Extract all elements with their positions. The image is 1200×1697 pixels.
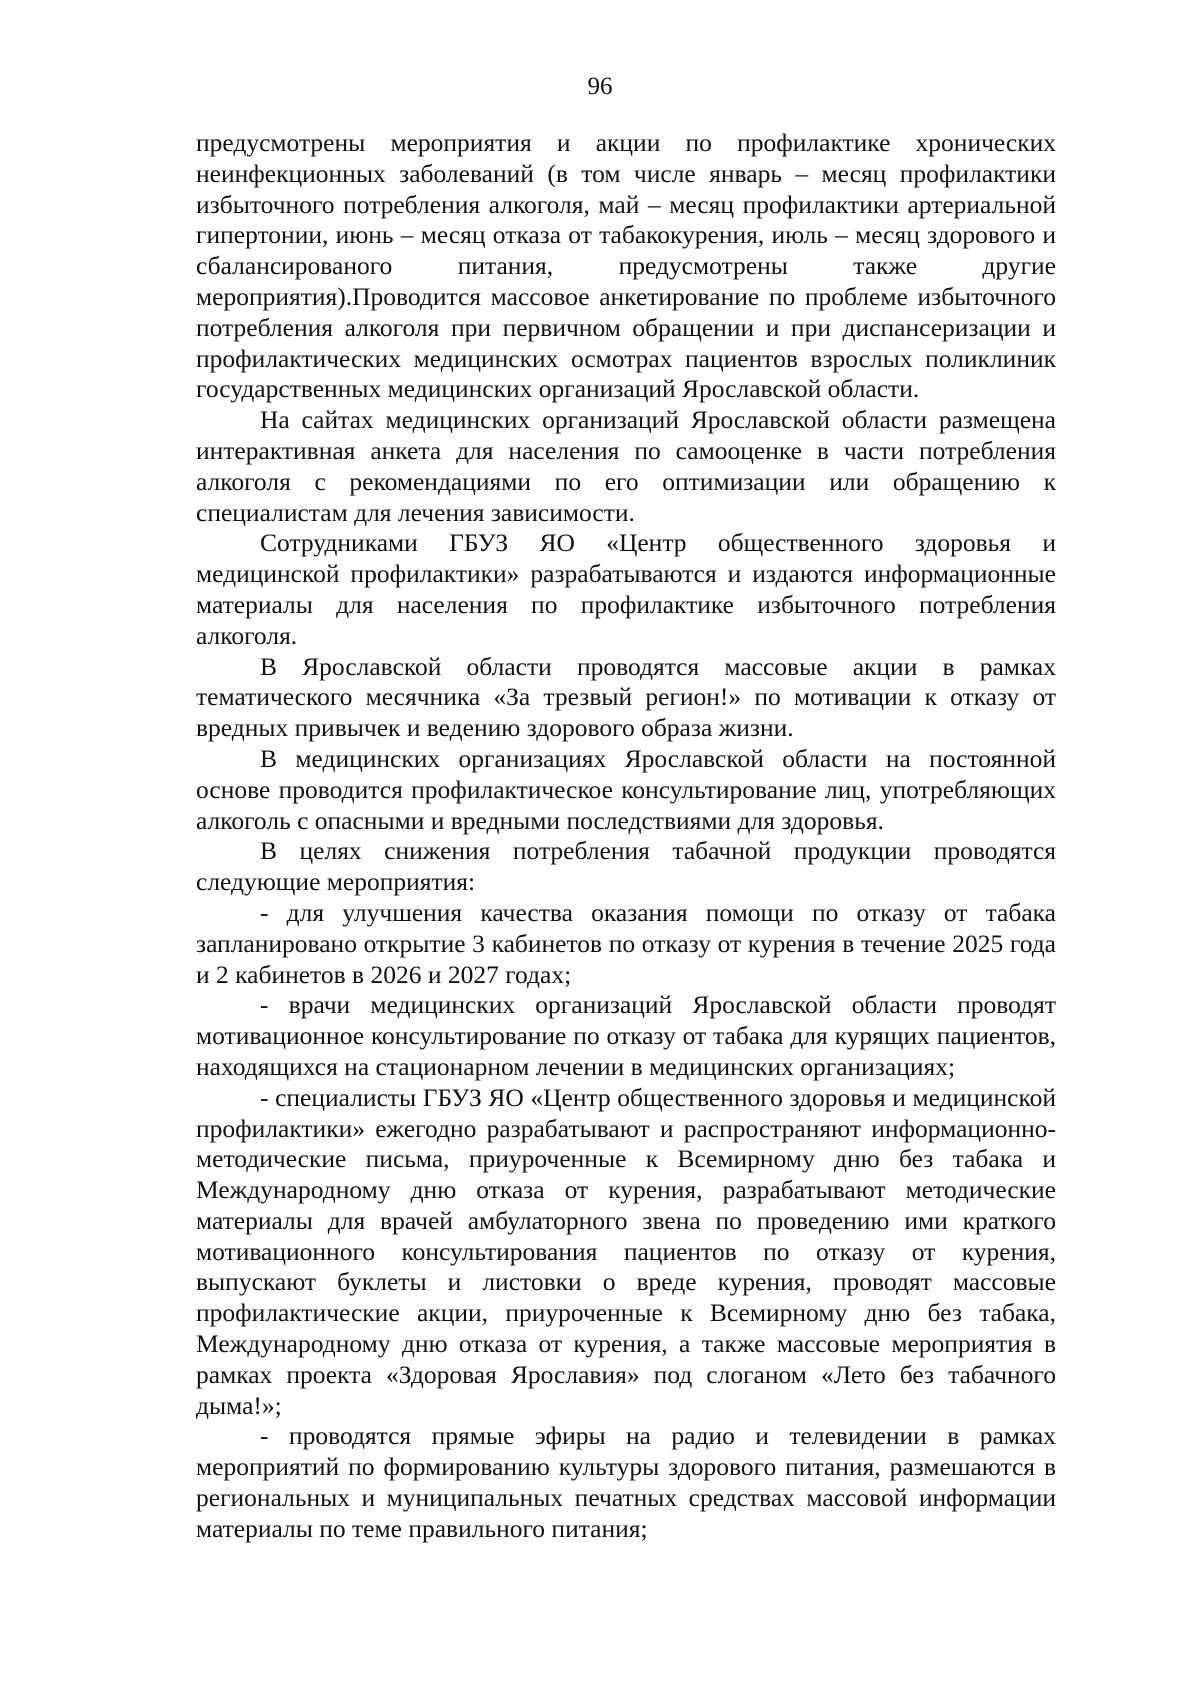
paragraph-sober-region: В Ярославской области проводятся массовые акции в рамках тематического месячника «За трезвый регион!» по мотивации к отказу от вредных привычек и ведению здорового образа жизни. bbox=[196, 651, 1056, 743]
paragraph-preventive-counseling: В медицинских организациях Ярославской области на постоянной основе проводится профилактическое консультирование лиц, употребляющих алкоголь с опасными и вредными последствиями для здоровья. bbox=[196, 743, 1056, 835]
document-body bbox=[196, 128, 1056, 1545]
paragraph-information-materials: Сотрудниками ГБУЗ ЯО «Центр общественного здоровья и медицинской профилактики» разрабатываются и издаются информационные материалы для населения по профилактике избыточного потребления алкоголя. bbox=[196, 528, 1056, 650]
paragraph-tobacco-measures-intro: В целях снижения потребления табачной продукции проводятся следующие мероприятия: bbox=[196, 836, 1056, 897]
list-item-broadcasts: - проводятся прямые эфиры на радио и телевидении в рамках мероприятий по формированию культуры здорового питания, размешаются в региональных и муниципальных печатных средствах массовой информации материалы по теме правильного питания; bbox=[196, 1421, 1056, 1543]
list-item-motivational-counseling: - врачи медицинских организаций Ярославской области проводят мотивационное консультирование по отказу от табака для курящих пациентов, находящихся на стационарном лечении в медицинских организациях; bbox=[196, 990, 1056, 1081]
page-number: 96 bbox=[587, 73, 613, 100]
list-item-public-health-center: - специалисты ГБУЗ ЯО «Центр общественного здоровья и медицинской профилактики» ежегодно разрабатывают и распространяют информационно-методические письма, приуроченные к Всемирному дню без табака и Международному дню отказа от курения, разрабатывают методические материалы для врачей амбулаторного звена по проведению ими краткого мотивационного консультирования пациентов по отказу от курения, выпускают буклеты и листовки о вреде курения, проводят массовые профилактические акции, приуроченные к Всемирному дню без табака, Международному дню отказа от курения, а также массовые мероприятия в рамках проекта «Здоровая Ярославия» под слоганом «Лето без табачного дыма!»; bbox=[196, 1082, 1056, 1420]
paragraph-continuation: предусмотрены мероприятия и акции по профилактике хронических неинфекционных заболеваний (в том числе январь – месяц профилактики избыточного потребления алкоголя, май – месяц профилактики артериальной гипертонии, июнь – месяц отказа от табакокурения, июль – месяц здорового и сбалансированого питания, предусмотрены также другие мероприятия).Проводится массовое анкетирование по проблеме избыточного потребления алкоголя при первичном обращении и при диспансеризации и профилактических медицинских осмотрах пациентов взрослых поликлиник государственных медицинских организаций Ярославской области. bbox=[196, 128, 1056, 404]
paragraph-interactive-survey: На сайтах медицинских организаций Ярославской области размещена интерактивная анкета для населения по самооценке в части потребления алкоголя с рекомендациями по его оптимизации или обращению к специалистам для лечения зависимости. bbox=[196, 405, 1056, 527]
list-item-cessation-offices: - для улучшения качества оказания помощи по отказу от табака запланировано открытие 3 кабинетов по отказу от курения в течение 2025 года и 2 кабинетов в 2026 и 2027 годах; bbox=[196, 897, 1056, 989]
